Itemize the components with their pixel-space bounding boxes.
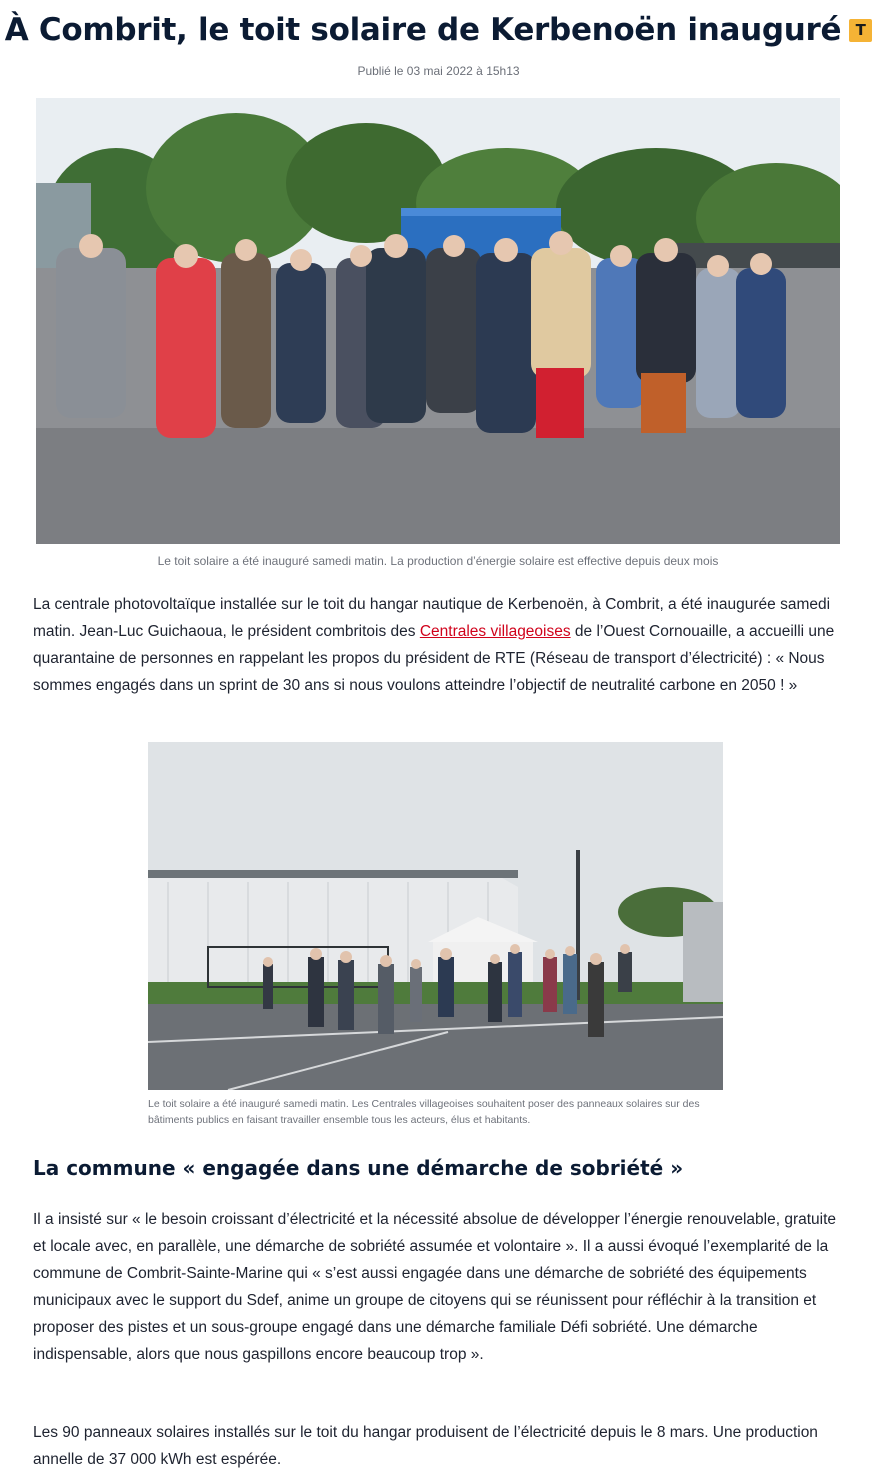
article-header: [0, 12, 877, 48]
panels-paragraph: Les 90 panneaux solaires installés sur le toit du hangar produisent de l’électricité depuis le 8 mars. Une production annelle de 37 000 kWh est espérée.: [33, 1424, 818, 1468]
sobriety-paragraph: Il a insisté sur « le besoin croissant d’électricité et la nécessité absolue de développer l’énergie renouvelable, gratuite et locale avec, en parallèle, une démarche de sobriété assumée et volontaire ». Il a aussi évoqué l’exemplarité de la commune de Combrit-Sainte-Marine qui « s’est aussi engagée dans une démarche de sobriété des équipements municipaux avec le support du Sdef, anime un groupe de citoyens qui se réunissent pour réfléchir à la transition et proposer des pistes et un sous-groupe engagé dans une démarche familiale Défi sobriété. Une démarche indispensable, alors que nous gaspillons encore beaucoup trop ».: [33, 1211, 837, 1363]
intro-text-start: La centrale photovoltaïque installée sur le toit du hangar nautique de Kerbenoën, à Combrit, a été inaugurée samedi matin. Jean-Luc Guichaoua, le président combritois des: [33, 596, 831, 640]
hangar-photo: [148, 742, 723, 1090]
intro-text-end: de l’Ouest Cornouaille, a accueilli une quarantaine de personnes en rappelant les propos du président de RTE (Réseau de transport d’électricité) : « Nous sommes engagés dans un sprint de 30 ans si nous voulons atteindre l’objectif de neutralité carbone en 2050 ! »: [33, 623, 835, 694]
group-photo-illustration: [36, 98, 840, 544]
hangar-photo-illustration: [148, 742, 723, 1090]
group-photo: [36, 98, 840, 544]
group-photo-caption: Le toit solaire a été inauguré samedi matin. La production d’énergie solaire est effective depuis deux mois: [157, 554, 719, 568]
centrales-villageoises-link[interactable]: Centrales villageoises: [419, 623, 571, 640]
premium-badge: T: [849, 19, 872, 42]
intro-paragraph: [33, 591, 845, 699]
section-subheading: La commune « engagée dans une démarche de sobriété »: [33, 1156, 684, 1180]
hangar-photo-caption: Le toit solaire a été inauguré samedi matin. Les Centrales villageoises souhaitent poser des panneaux solaires sur des bâtiments publics en faisant travailler ensemble tous les acteurs, élus et habitants.: [148, 1098, 700, 1126]
article-title: À Combrit, le toit solaire de Kerbenoën inauguré: [4, 12, 842, 48]
publish-date: Publié le 03 mai 2022 à 15h13: [357, 64, 520, 78]
